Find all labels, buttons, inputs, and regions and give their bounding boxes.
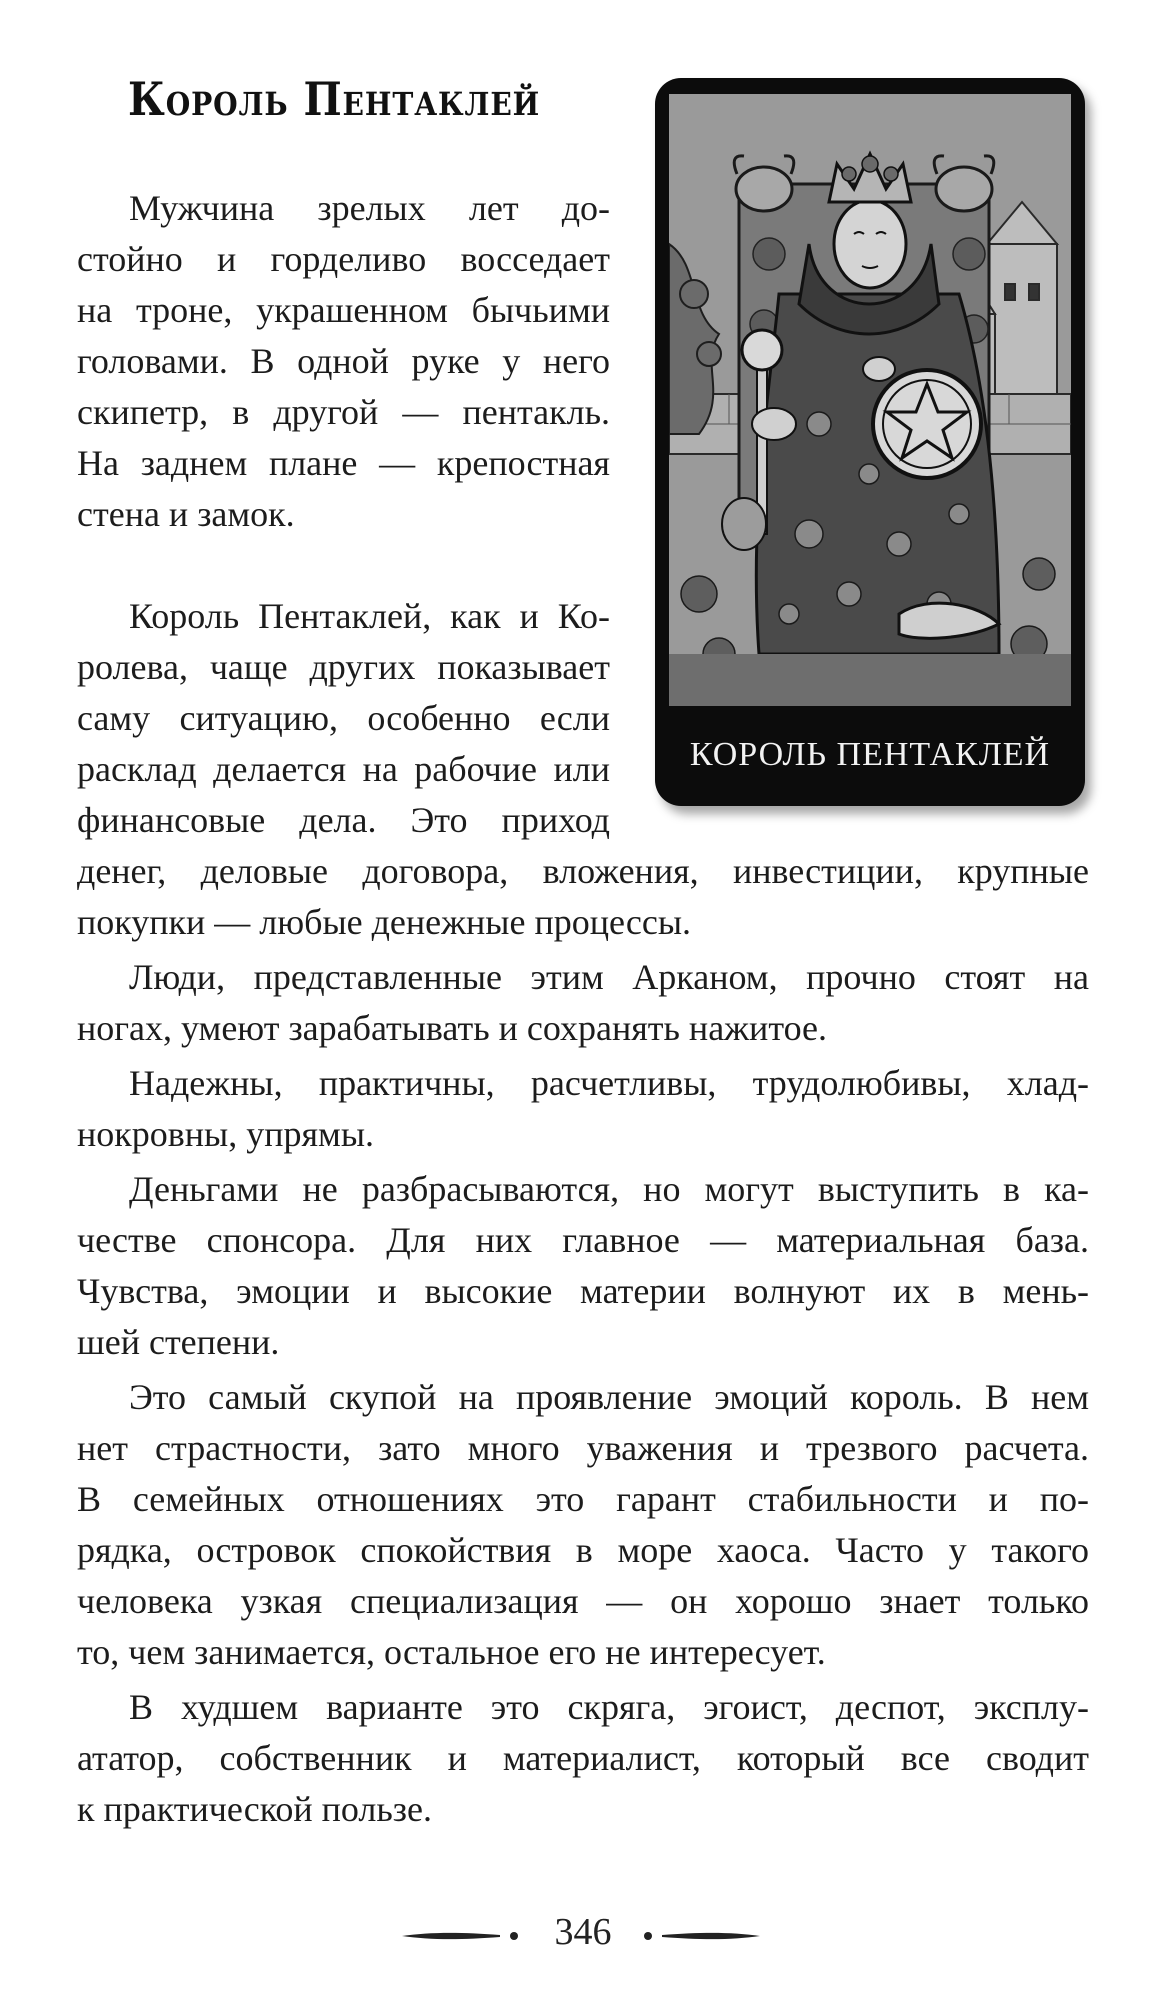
page-number: 346 bbox=[554, 1911, 612, 1953]
text-line: В семейных отношениях это гарант стабильности и по- bbox=[77, 1479, 1089, 1519]
text-line: ногах, умеют зарабатывать и сохранять нажитое. bbox=[77, 1008, 827, 1048]
text-line: В худшем варианте это скряга, эгоист, деспот, эксплу- bbox=[129, 1687, 1089, 1727]
text-line: головами. В одной руке у него bbox=[77, 341, 610, 381]
flourish-ornament-icon bbox=[640, 1930, 762, 1942]
text-line: Это самый скупой на проявление эмоций король. В нем bbox=[129, 1377, 1089, 1417]
king-of-pentacles-illustration bbox=[669, 94, 1071, 706]
text-line: Мужчина зрелых лет до- bbox=[129, 188, 610, 228]
text-line: рядка, островок спокойствия в море хаоса. Часто у такого bbox=[77, 1530, 1089, 1570]
text-line: Чувства, эмоции и высокие материи волнуют их в мень- bbox=[77, 1271, 1089, 1311]
text-line: честве спонсора. Для них главное — материальная база. bbox=[77, 1220, 1089, 1260]
text-line: стойно и горделиво восседает bbox=[77, 239, 610, 279]
text-line: нет страстности, зато много уважения и трезвого расчета. bbox=[77, 1428, 1089, 1468]
section-heading: Король Пентаклей bbox=[128, 72, 541, 126]
flourish-ornament-icon bbox=[400, 1930, 522, 1942]
text-line: нокровны, упрямы. bbox=[77, 1114, 374, 1154]
page-footer bbox=[0, 1902, 1162, 1962]
text-line: На заднем плане — крепостная bbox=[77, 443, 610, 483]
text-line: Король Пентаклей, как и Ко- bbox=[129, 596, 610, 636]
text-line: ататор, собственник и материалист, который все сводит bbox=[77, 1738, 1089, 1778]
text-line: денег, деловые договора, вложения, инвестиции, крупные bbox=[77, 851, 1089, 891]
text-line: финансовые дела. Это приход bbox=[77, 800, 610, 840]
text-line: шей степени. bbox=[77, 1322, 280, 1362]
text-line: человека узкая специализация — он хорошо знает только bbox=[77, 1581, 1089, 1621]
text-line: покупки — любые денежные процессы. bbox=[77, 902, 692, 942]
text-line: стена и замок. bbox=[77, 494, 295, 534]
text-line: то, чем занимается, остальное его не интересует. bbox=[77, 1632, 826, 1672]
text-line: ролева, чаще других показывает bbox=[77, 647, 610, 687]
text-line: к практической пользе. bbox=[77, 1789, 433, 1829]
text-line: на троне, украшенном бычьими bbox=[77, 290, 610, 330]
tarot-card bbox=[655, 78, 1085, 806]
text-line: Надежны, практичны, расчетливы, трудолюбивы, хлад- bbox=[129, 1063, 1089, 1103]
card-caption: КОРОЛЬ ПЕНТАКЛЕЙ bbox=[689, 736, 1051, 773]
text-line: расклад делается на рабочие или bbox=[77, 749, 610, 789]
text-line: Люди, представленные этим Арканом, прочно стоят на bbox=[129, 957, 1089, 997]
text-line: скипетр, в другой — пентакль. bbox=[77, 392, 610, 432]
text-line: Деньгами не разбрасываются, но могут выступить в ка- bbox=[129, 1169, 1089, 1209]
text-line: саму ситуацию, особенно если bbox=[77, 698, 610, 738]
